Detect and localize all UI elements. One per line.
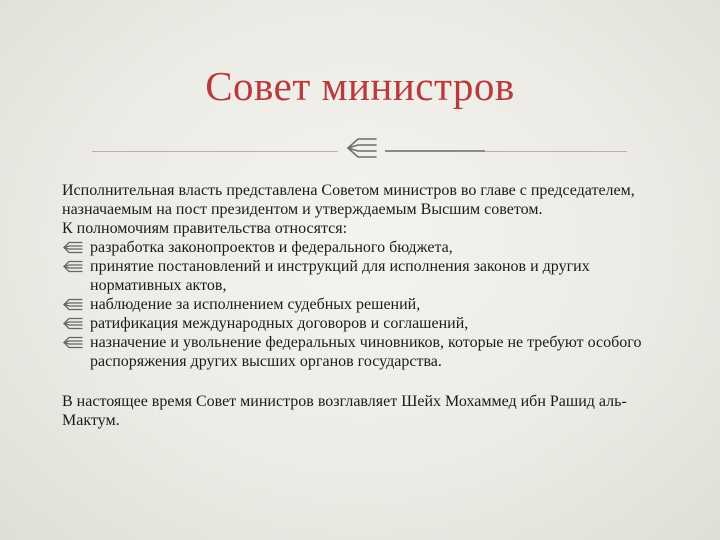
bullet-icon [63,336,83,349]
bullet-icon [63,317,83,330]
slide-body [62,181,672,430]
title-divider-accent [385,150,485,152]
paragraph-spacer [62,371,672,392]
list-item-text: назначение и увольнение федеральных чиновников, которые не требуют особого распоряжения других высших органов государства. [90,334,642,370]
list-item-text: принятие постановлений и инструкций для исполнения законов и других нормативных актов, [90,258,590,294]
bullet-icon [63,260,83,273]
powers-heading: К полномочиям правительства относятся: [62,220,348,237]
powers-list [62,238,672,371]
list-item-text: наблюдение за исполнением судебных решений, [90,296,421,313]
intro-paragraph: Исполнительная власть представлена Советом министров во главе с председателем, назначаемым на пост президентом и утверждаемым Высшим советом. [62,182,635,218]
list-item [62,257,672,295]
divider-ornament-icon [342,133,382,163]
list-item-text: разработка законопроектов и федерального бюджета, [90,239,453,256]
bullet-icon [63,298,83,311]
bullet-icon [63,241,83,254]
list-item [62,295,672,314]
slide-title: Совет министров [205,63,515,109]
title-divider-left [92,151,338,152]
list-item [62,238,672,257]
closing-paragraph: В настоящее время Совет министров возглавляет Шейх Мохаммед ибн Рашид аль-Мактум. [62,393,627,429]
list-item [62,314,672,333]
list-item [62,333,672,371]
list-item-text: ратификация международных договоров и соглашений, [90,315,469,332]
